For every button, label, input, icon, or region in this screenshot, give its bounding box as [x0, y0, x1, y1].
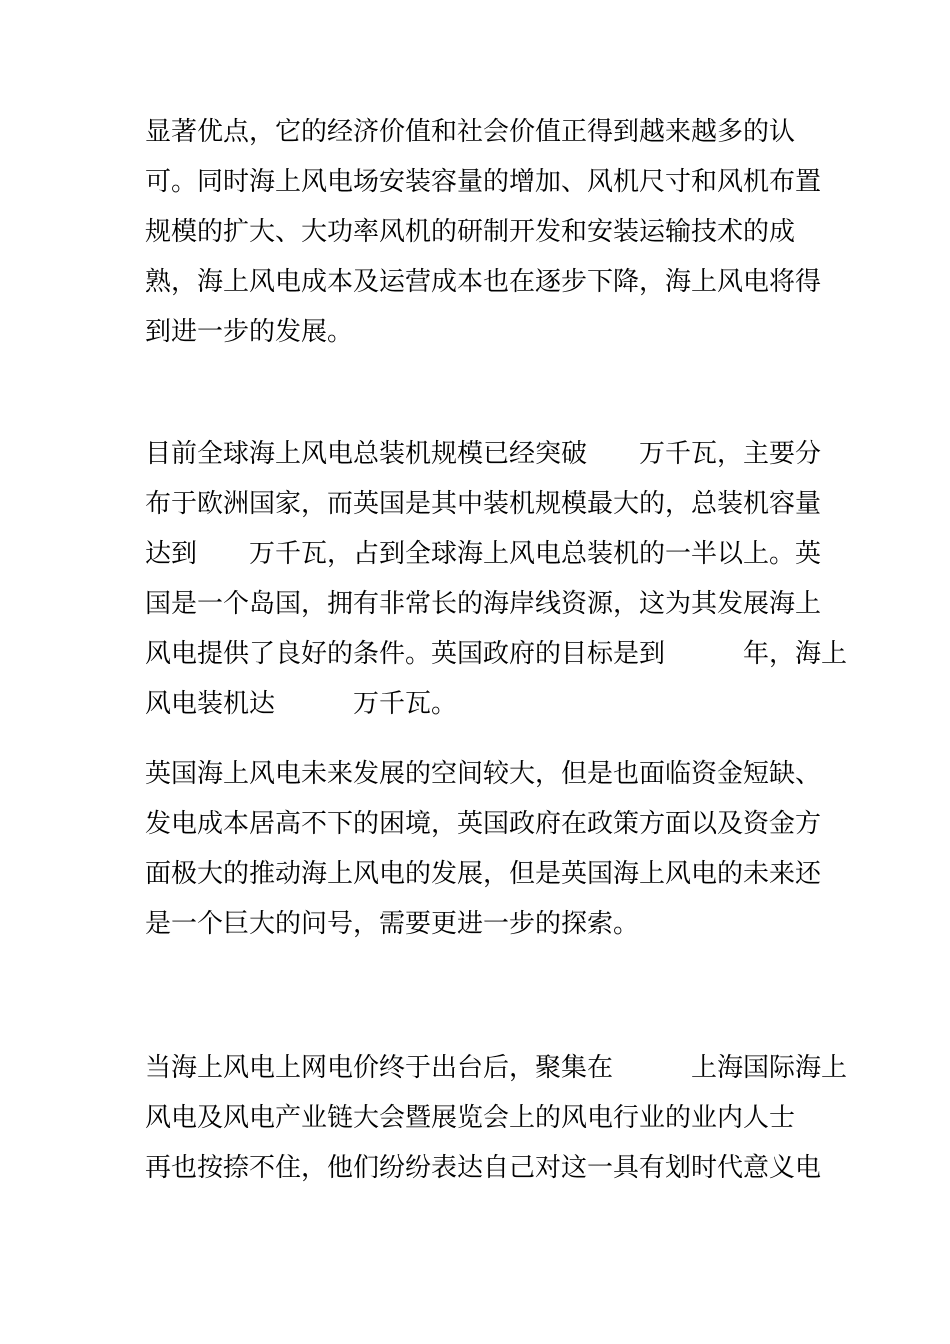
text-line: 当海上风电上网电价终于出台后，聚集在 上海国际海上: [145, 1053, 848, 1083]
text-line: 规模的扩大、大功率风机的研制开发和安装运输技术的成: [145, 217, 796, 247]
text-line: 风电及风电产业链大会暨展览会上的风电行业的业内人士: [145, 1103, 796, 1133]
text-line: 风电提供了良好的条件。英国政府的目标是到 年，海上: [145, 639, 848, 669]
text-line: 发电成本居高不下的困境，英国政府在政策方面以及资金方: [145, 809, 822, 839]
text-line: 布于欧洲国家，而英国是其中装机规模最大的，总装机容量: [145, 489, 822, 519]
text-line: 国是一个岛国，拥有非常长的海岸线资源，这为其发展海上: [145, 589, 822, 619]
text-line: 英国海上风电未来发展的空间较大，但是也面临资金短缺、: [145, 759, 822, 789]
text-line: 是一个巨大的问号，需要更进一步的探索。: [145, 909, 640, 939]
text-line: 显著优点，它的经济价值和社会价值正得到越来越多的认: [145, 117, 796, 147]
text-line: 面极大的推动海上风电的发展，但是英国海上风电的未来还: [145, 859, 822, 889]
text-line: 可。同时海上风电场安装容量的增加、风机尺寸和风机布置: [145, 167, 822, 197]
text-line: 再也按捺不住，他们纷纷表达自己对这一具有划时代意义电: [145, 1153, 822, 1183]
text-line: 到进一步的发展。: [145, 317, 354, 347]
text-line: 风电装机达 万千瓦。: [145, 689, 458, 719]
text-line: 目前全球海上风电总装机规模已经突破 万千瓦，主要分: [145, 439, 822, 469]
text-line: 熟，海上风电成本及运营成本也在逐步下降，海上风电将得: [145, 267, 822, 297]
text-line: 达到 万千瓦，占到全球海上风电总装机的一半以上。英: [145, 539, 822, 569]
